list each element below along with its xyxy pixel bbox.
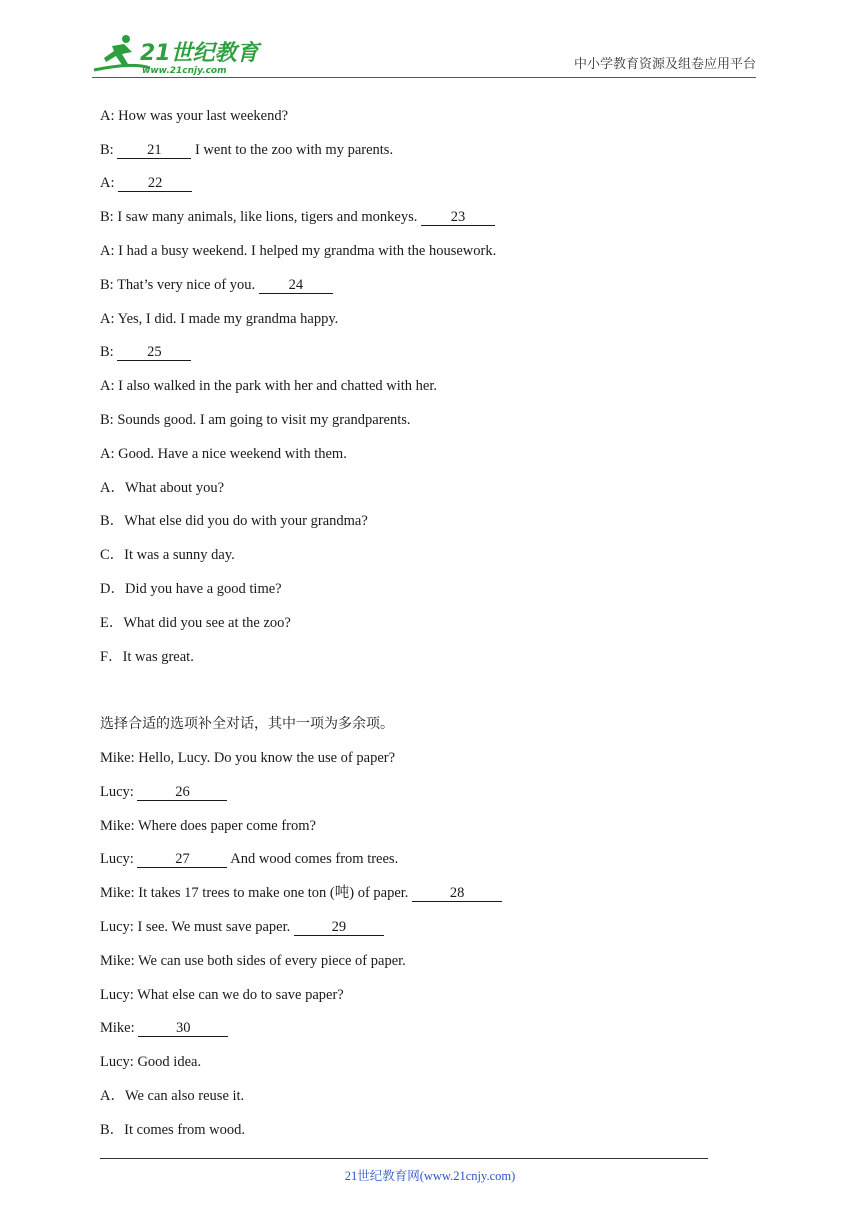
dialogue1-line: A: I had a busy weekend. I helped my grandma with the housework. [100,243,497,259]
page-header [92,30,756,78]
section2-instruction: 选择合适的选项补全对话，其中一项为多余项。 [100,716,394,732]
answer-blank-21: 21 [117,142,191,159]
option2-a: A．We can also reuse it. [100,1088,245,1104]
logo-21cnjy [92,32,262,76]
option-d: D．Did you have a good time? [100,581,282,597]
answer-blank-28: 28 [412,885,502,902]
dialogue1-line: A: 22 [100,174,192,192]
dialogue1-line: B: That’s very nice of you. 24 [100,276,333,294]
dialogue1-line: A: I also walked in the park with her and chatted with her. [100,378,438,394]
answer-blank-26: 26 [137,784,227,801]
dialogue2-line: Lucy: 27 And wood comes from trees. [100,851,399,867]
runner-body-icon [104,44,132,65]
option-a: A．What about you? [100,480,225,496]
answer-blank-29: 29 [294,919,384,936]
answer-blank-27: 27 [137,851,227,868]
dialogue2-line: Lucy: 26 [100,783,227,801]
dialogue2-line: Lucy: I see. We must save paper. 29 [100,918,384,936]
option-e: E．What did you see at the zoo? [100,615,291,631]
dialogue2-line: Mike: We can use both sides of every piece of paper. [100,953,406,969]
dialogue1-line: A: Good. Have a nice weekend with them. [100,446,347,462]
dialogue1-line: B: I saw many animals, like lions, tigers and monkeys. 23 [100,208,495,226]
dialogue2-line: Mike: Where does paper come from? [100,818,316,834]
answer-blank-25: 25 [117,344,191,361]
logo-url: www.21cnjy.com [142,66,227,76]
dialogue2-line: Mike: Hello, Lucy. Do you know the use of paper? [100,750,396,766]
dialogue1-line: A: Yes, I did. I made my grandma happy. [100,311,339,327]
header-divider [92,77,756,78]
option-c: C．It was a sunny day. [100,547,235,563]
option-f: F．It was great. [100,649,194,665]
dialogue1-line: B: 21 I went to the zoo with my parents. [100,142,394,158]
option-b: B．What else did you do with your grandma? [100,513,368,529]
option2-b: B．It comes from wood. [100,1122,245,1138]
answer-blank-23: 23 [421,209,495,226]
logo-text: 21世纪教育 [140,41,259,66]
answer-blank-24: 24 [259,277,333,294]
runner-head-icon [122,35,130,43]
dialogue2-line: Lucy: Good idea. [100,1054,202,1070]
footer-divider [100,1158,708,1159]
dialogue2-line: Lucy: What else can we do to save paper? [100,987,344,1003]
dialogue1-line: B: Sounds good. I am going to visit my grandparents. [100,412,411,428]
dialogue1-line: B: 25 [100,343,191,361]
answer-blank-22: 22 [118,175,192,192]
dialogue2-line: Mike: 30 [100,1019,228,1037]
dialogue1-line: A: How was your last weekend? [100,108,289,124]
dialogue2-line: Mike: It takes 17 trees to make one ton (吨) of paper. 28 [100,884,502,902]
footer-link[interactable]: 21世纪教育网(www.21cnjy.com) [344,1169,516,1183]
answer-blank-30: 30 [138,1020,228,1037]
header-platform-text: 中小学教育资源及组卷应用平台 [573,57,756,72]
